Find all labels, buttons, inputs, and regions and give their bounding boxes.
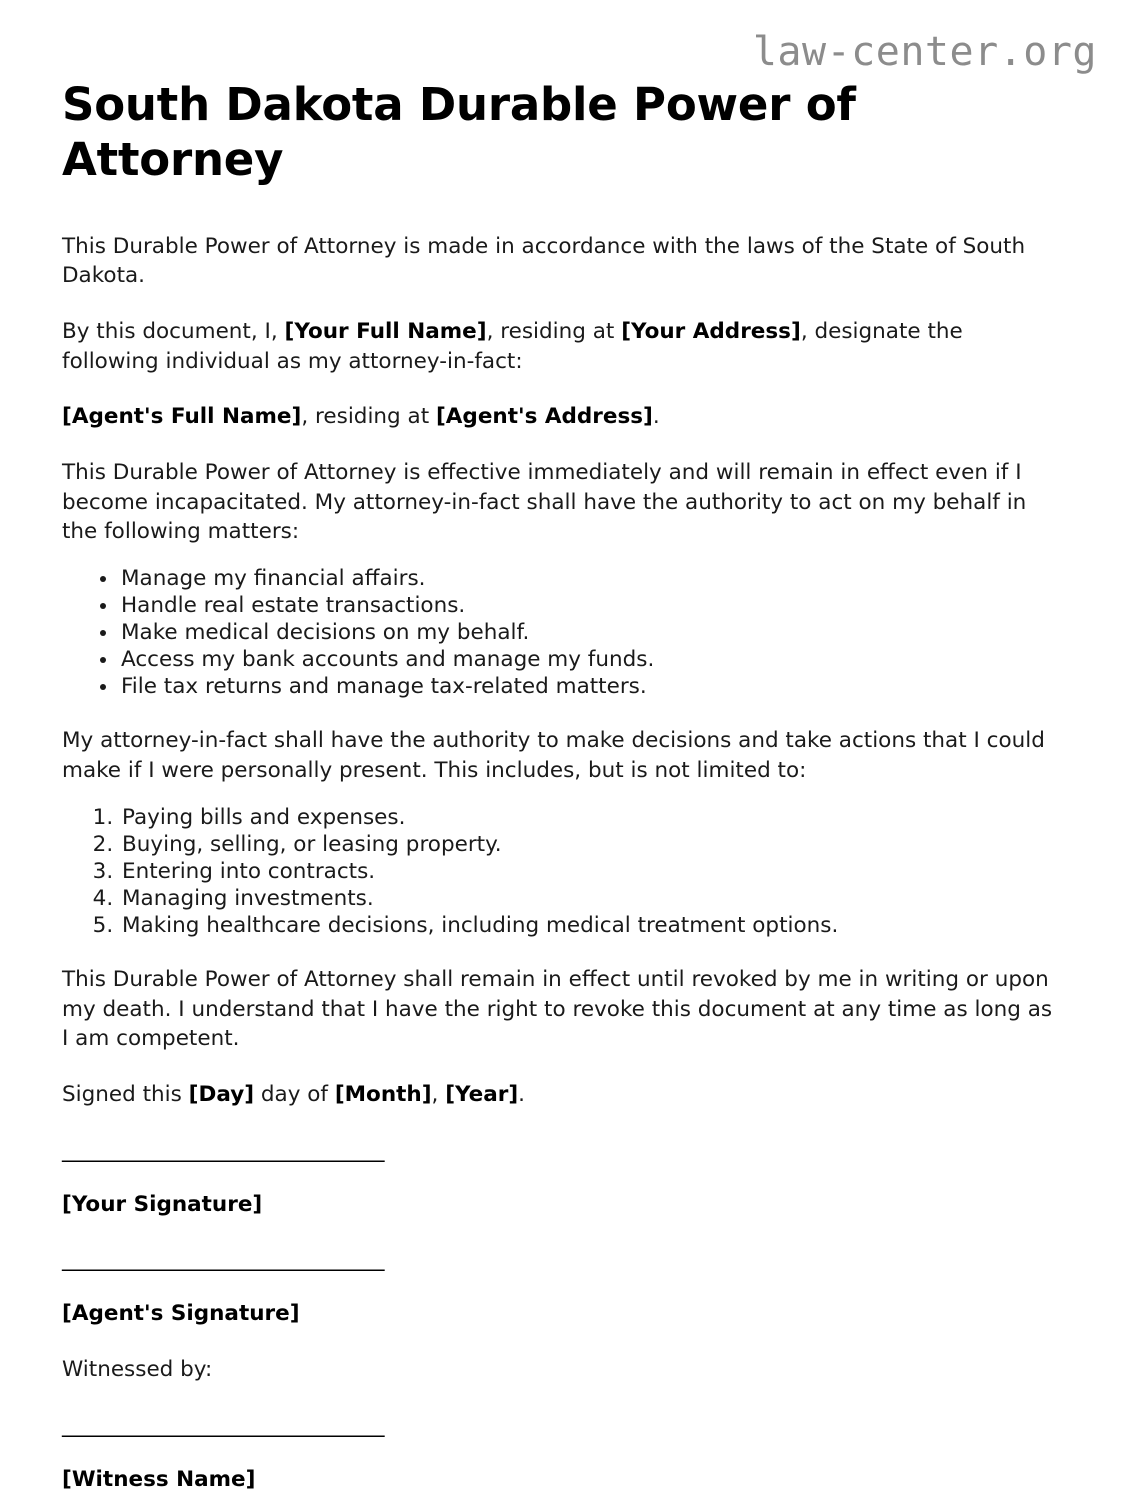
powers-bullet-list xyxy=(62,547,1056,700)
witnessed-by-label: Witnessed by: xyxy=(62,1357,213,1383)
agent-signature-line[interactable]: ______________________________ xyxy=(62,1247,385,1273)
list-item: 2. Buying, selling, or leasing property. xyxy=(120,831,1056,858)
principal-name-placeholder: [Your Full Name] xyxy=(284,319,487,345)
list-item: 1. Paying bills and expenses. xyxy=(120,804,1056,831)
signed-prefix-text: Signed this xyxy=(62,1082,189,1108)
designation-mid-text: , residing at xyxy=(486,319,622,345)
list-item: • Make medical decisions on my behalf. xyxy=(119,619,1056,646)
list-item: • Access my bank accounts and manage my funds. xyxy=(119,646,1056,673)
principal-address-placeholder: [Your Address] xyxy=(621,319,801,345)
list-item: • Manage my financial affairs. xyxy=(119,565,1056,592)
designation-paragraph xyxy=(62,291,1056,376)
revocation-paragraph: This Durable Power of Attorney shall remain in effect until revoked by me in writing or upon my death. I understand that I have the right to revoke this document at any time as long as I am competent. xyxy=(62,967,1053,1052)
witness-signature-line[interactable]: ______________________________ xyxy=(62,1412,385,1438)
agent-address-placeholder: [Agent's Address] xyxy=(435,404,653,430)
day-placeholder: [Day] xyxy=(188,1082,255,1108)
principal-signature-line[interactable]: ______________________________ xyxy=(62,1137,385,1163)
list-item: 5. Making healthcare decisions, including medical treatment options. xyxy=(120,912,1056,939)
signed-comma-text: , xyxy=(431,1082,446,1108)
signed-mid-text: day of xyxy=(254,1082,335,1108)
agent-name-placeholder: [Agent's Full Name] xyxy=(62,404,302,430)
list-item: • Handle real estate transactions. xyxy=(119,592,1056,619)
site-watermark: law-center.org xyxy=(752,29,1097,75)
list-item: 3. Entering into contracts. xyxy=(120,858,1056,885)
agent-residing-text: , residing at xyxy=(301,404,436,430)
month-placeholder: [Month] xyxy=(334,1082,432,1108)
signed-date-paragraph xyxy=(62,1054,1056,1110)
year-placeholder: [Year] xyxy=(445,1082,519,1108)
agent-signature-label: [Agent's Signature] xyxy=(62,1301,300,1327)
effectiveness-paragraph: This Durable Power of Attorney is effective immediately and will remain in effect even if I become incapacitated. My attorney-in-fact shall have the authority to act on my behalf in the following matters: xyxy=(62,460,1027,545)
witness-name-label: [Witness Name] xyxy=(62,1466,256,1492)
signed-end-text: . xyxy=(518,1082,526,1108)
principal-signature-block xyxy=(62,1110,1056,1220)
principal-signature-label: [Your Signature] xyxy=(62,1191,263,1217)
list-item: • File tax returns and manage tax-related matters. xyxy=(119,673,1056,700)
list-item: 4. Managing investments. xyxy=(120,885,1056,912)
powers-numbered-list xyxy=(62,786,1056,939)
designation-prefix-text: By this document, I, xyxy=(62,319,285,345)
witness-signature-block xyxy=(62,1385,1056,1494)
agent-signature-block xyxy=(62,1219,1056,1329)
designation-suffix-text: , designate the following individual as my attorney-in-fact: xyxy=(62,319,963,374)
agent-line-end-text: . xyxy=(652,404,660,430)
page-title: South Dakota Durable Power of Attorney xyxy=(62,78,856,186)
agent-identification-paragraph xyxy=(62,376,1056,432)
authority-paragraph: My attorney-in-fact shall have the authority to make decisions and take actions that I could make if I were personally present. This includes, but is not limited to: xyxy=(62,728,1045,784)
intro-paragraph: This Durable Power of Attorney is made in accordance with the laws of the State of South Dakota. xyxy=(62,233,1026,289)
document-body xyxy=(62,0,1056,1494)
